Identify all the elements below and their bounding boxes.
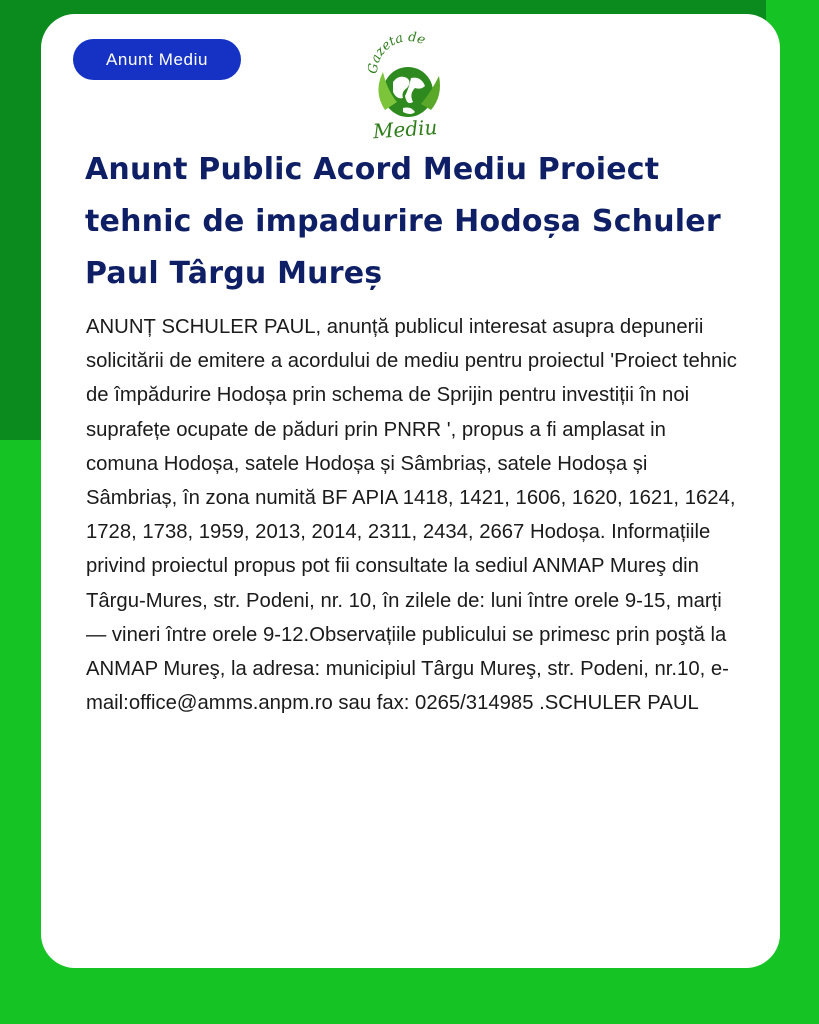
logo-text-top: Gazeta de: [365, 29, 428, 75]
category-badge[interactable]: Anunt Mediu: [73, 39, 241, 80]
page-title: Anunt Public Acord Mediu Proiect tehnic de impadurire Hodoșa Schuler Paul Târgu Mureș: [85, 152, 721, 291]
logo-text-bottom: Mediu: [372, 114, 439, 144]
announcement-card: [41, 14, 780, 968]
announcement-body: ANUNȚ SCHULER PAUL, anunță publicul interesat asupra depunerii solicitării de emitere a acordului de mediu pentru proiectul 'Proiect tehnic de împădurire Hodoșa prin schema de Sprijin pentru investiții în noi suprafețe ocupate de păduri prin PNRR ', propus a fi amplasat in comuna Hodoșa, satele Hodoșa și Sâmbriaș, satele Hodoșa și Sâmbriaș, în zona numită BF APIA 1418, 1421, 1606, 1620, 1621, 1624, 1728, 1738, 1959, 2013, 2014, 2311, 2434, 2667 Hodoșa. Informațiile privind proiectul propus pot fii consultate la sediul ANMAP Mureş din Târgu-Mures, str. Podeni, nr. 10, în zilele de: luni între orele 9-15, marți — vineri între orele 9-12.Observațiile publicului se primesc prin poştă la ANMAP Mureş, la adresa: municipiul Târgu Mureş, str. Podeni, nr.10, e-mail:office@amms.anpm.ro sau fax: 0265/314985 .SCHULER PAUL: [86, 316, 737, 715]
svg-text:Gazeta de: [366, 30, 428, 75]
globe-leaf-icon: [355, 22, 461, 144]
gazeta-de-mediu-logo: [355, 22, 461, 144]
